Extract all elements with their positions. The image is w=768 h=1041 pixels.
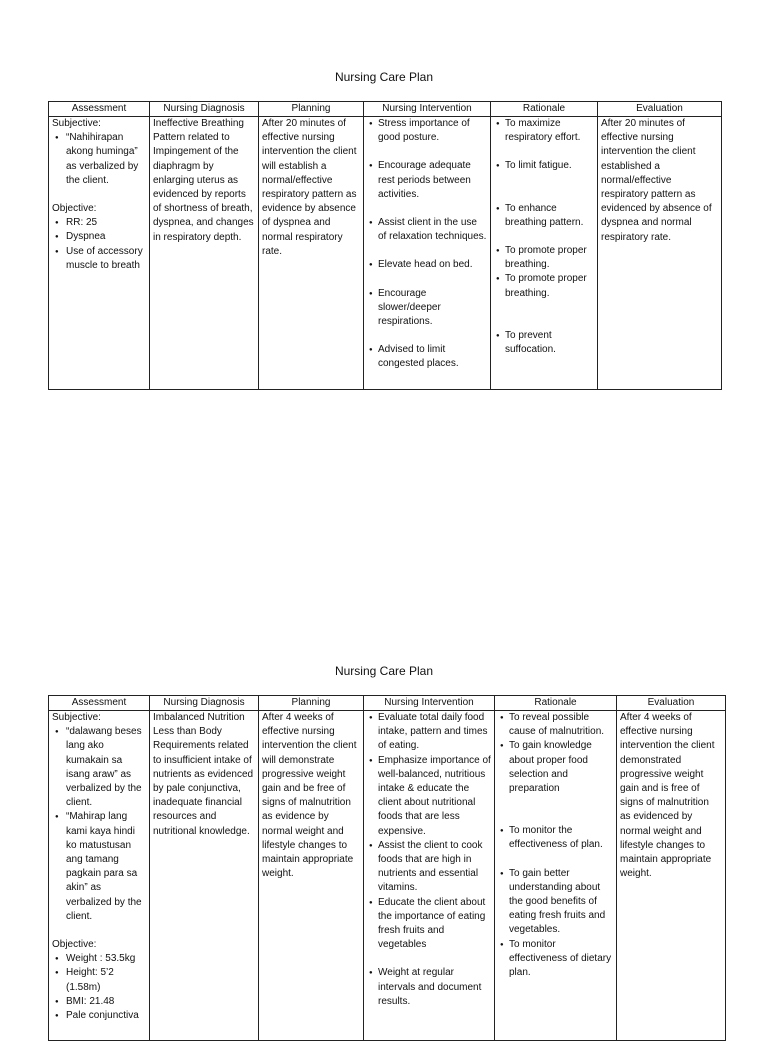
table-row (49, 711, 726, 1041)
evaluation-cell: After 4 weeks of effective nursing intervention the client demonstrated progressive weight gain and is free of signs of malnutrition as evidenced by normal weight and lifestyle changes to maintain appropriate weight. (617, 711, 726, 1041)
subjective-item: ● “Nahihirapan akong huminga” as verbalized by the client. (66, 131, 146, 188)
objective-label: Objective: (52, 939, 97, 951)
intervention-cell (364, 711, 495, 1041)
intervention-item: ● Emphasize importance of well-balanced, nutritious intake & educate the client about nutritional foods that are less expensive. (378, 754, 491, 839)
evaluation-cell: After 20 minutes of effective nursing intervention the client established a normal/effective respiratory pattern as evidenced by absence of dyspnea and normal respiratory rate. (598, 117, 722, 390)
objective-label: Objective: (52, 203, 97, 215)
rationale-item: ● To monitor effectiveness of dietary plan. (509, 938, 613, 981)
intervention-item: ● Evaluate total daily food intake, pattern and times of eating. (378, 711, 491, 754)
intervention-item: ● Assist the client to cook foods that are high in nutrients and essential vitamins. (378, 839, 491, 896)
diagnosis-cell: Imbalanced Nutrition Less than Body Requirements related to insufficient intake of nutrients as evidenced by pale conjunctiva, inadequate financial resources and nutritional knowledge. (150, 711, 259, 1041)
diagnosis-cell: Ineffective Breathing Pattern related to Impingement of the diaphragm by enlarging uterus as evidenced by reports of shortness of breath, dyspnea, and changes in respiratory depth. (150, 117, 259, 390)
subjective-item: ● “Mahirap lang kami kaya hindi ko matustusan ang tamang pagkain para sa akin” as verbalized by the client. (66, 810, 146, 924)
header-rationale: Rationale (495, 696, 617, 711)
header-nursing-intervention: Nursing Intervention (364, 696, 495, 711)
subjective-label: Subjective: (52, 712, 101, 723)
objective-item: ● Weight : 53.5kg (66, 952, 146, 966)
rationale-item: ● To gain knowledge about proper food selection and preparation (509, 739, 613, 796)
objective-item: ● Pale conjunctiva (66, 1009, 146, 1023)
header-planning: Planning (259, 696, 364, 711)
rationale-item: ● To promote proper breathing. (505, 244, 594, 272)
header-assessment: Assessment (49, 696, 150, 711)
objective-item: ● Use of accessory muscle to breath (66, 245, 146, 273)
table-row (49, 117, 722, 390)
objective-item: ● Dyspnea (66, 230, 146, 244)
objective-item: ● Height: 5’2 (1.58m) (66, 966, 146, 994)
intervention-cell (364, 117, 491, 390)
intervention-item: ● Elevate head on bed. (378, 258, 487, 272)
rationale-item: ● To maximize respiratory effort. (505, 117, 594, 145)
rationale-item: ● To limit fatigue. (505, 159, 594, 173)
rationale-item: ● To monitor the effectiveness of plan. (509, 824, 613, 852)
intervention-item: ● Weight at regular intervals and document results. (378, 966, 491, 1009)
assessment-cell (49, 711, 150, 1041)
rationale-item: ● To reveal possible cause of malnutrition. (509, 711, 613, 739)
objective-item: ● BMI: 21.48 (66, 995, 146, 1009)
header-evaluation: Evaluation (598, 102, 722, 117)
rationale-item: ● To enhance breathing pattern. (505, 202, 594, 230)
rationale-item: ● To promote proper breathing. (505, 272, 594, 300)
header-evaluation: Evaluation (617, 696, 726, 711)
subjective-item: ● “dalawang beses lang ako kumakain sa isang araw” as verbalized by the client. (66, 725, 146, 810)
header-rationale: Rationale (491, 102, 598, 117)
intervention-item: ● Assist client in the use of relaxation techniques. (378, 216, 487, 244)
table-header-row (49, 102, 722, 117)
rationale-cell (495, 711, 617, 1041)
intervention-item: ● Encourage adequate rest periods between activities. (378, 159, 487, 202)
header-nursing-intervention: Nursing Intervention (364, 102, 491, 117)
header-planning: Planning (259, 102, 364, 117)
header-nursing-diagnosis: Nursing Diagnosis (150, 102, 259, 117)
intervention-item: ● Stress importance of good posture. (378, 117, 487, 145)
planning-cell: After 20 minutes of effective nursing intervention the client will establish a normal/effective respiratory pattern as evidence by absence of dyspnea and normal respiratory rate. (259, 117, 364, 390)
intervention-item: ● Encourage slower/deeper respirations. (378, 287, 487, 330)
care-plan-title: Nursing Care Plan (334, 70, 434, 84)
planning-cell: After 4 weeks of effective nursing intervention the client will demonstrate progressive weight gain and be free of signs of malnutrition as evidence by normal weight and lifestyle changes to maintain appropriate weight. (259, 711, 364, 1041)
rationale-item: ● To gain better understanding about the good benefits of eating fresh fruits and vegetables. (509, 867, 613, 938)
care-plan-table (48, 695, 726, 1041)
rationale-item: ● To prevent suffocation. (505, 329, 594, 357)
intervention-item: ● Educate the client about the importance of eating fresh fruits and vegetables (378, 896, 491, 953)
subjective-label: Subjective: (52, 118, 101, 129)
assessment-cell (49, 117, 150, 390)
care-plan-table (48, 101, 722, 390)
table-header-row (49, 696, 726, 711)
header-assessment: Assessment (49, 102, 150, 117)
header-nursing-diagnosis: Nursing Diagnosis (150, 696, 259, 711)
care-plan-title: Nursing Care Plan (334, 664, 434, 678)
objective-item: ● RR: 25 (66, 216, 146, 230)
rationale-cell (491, 117, 598, 390)
intervention-item: ● Advised to limit congested places. (378, 343, 487, 371)
